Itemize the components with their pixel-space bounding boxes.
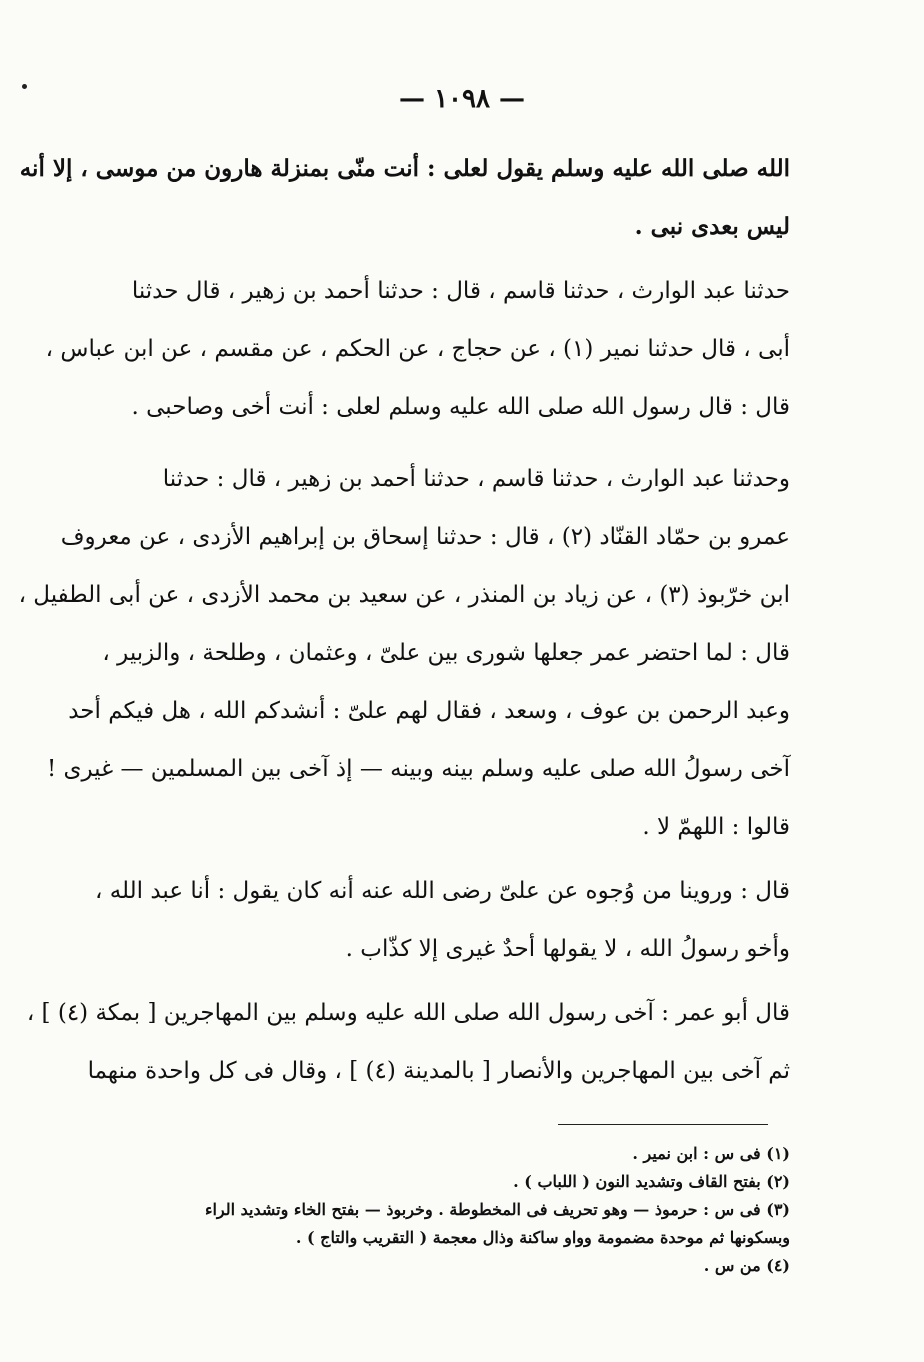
footnote-4: (٤) من س . [703,1256,790,1275]
text-line: وأخو رسولُ الله ، لا يقولها أحدٌ غيرى إلا كذّاب . [345,936,790,962]
paragraph-4 [94,862,790,978]
text-line: ليس بعدى نبى . [634,213,790,240]
footnotes [100,1140,790,1280]
text-line: ابن خرّبوذ (٣) ، عن زياد بن المنذر ، عن سعيد بن محمد الأزدى ، عن أبى الطفيل ، [18,582,790,608]
footnote-3: (٣) فى س : حرموذ — وهو تحريف فى المخطوطة . وخربوذ — بفتح الخاء وتشديد الراء [204,1200,790,1219]
text-line: وعبد الرحمن بن عوف ، وسعد ، فقال لهم علىّ : أنشدكم الله ، هل فيكم أحد [68,698,790,724]
text-line: أبى ، قال حدثنا نمير (١) ، عن حجاج ، عن الحكم ، عن مقسم ، عن ابن عباس ، [45,336,790,362]
text-line: قال : قال رسول الله صلى الله عليه وسلم لعلى : أنت أخى وصاحبى . [131,394,790,420]
text-line: عمرو بن حمّاد القنّاد (٢) ، قال : حدثنا إسحاق بن إبراهيم الأزدى ، عن معروف [60,524,790,550]
paragraph-1 [19,140,790,256]
text-line: وحدثنا عبد الوارث ، حدثنا قاسم ، حدثنا أحمد بن زهير ، قال : حدثنا [162,466,790,492]
main-text [18,140,790,1106]
paragraph-2 [45,262,790,436]
text-line: حدثنا عبد الوارث ، حدثنا قاسم ، قال : حدثنا أحمد بن زهير ، قال حدثنا [131,278,790,304]
footnote-1: (١) فى س : ابن نمير . [632,1144,790,1163]
paragraph-3 [18,450,790,856]
footnote-divider [558,1124,768,1125]
text-line: آخى رسولُ الله صلى عليه وسلم بينه وبينه — إذ آخى بين المسلمين — غيرى ! [46,756,790,782]
text-line: قال أبو عمر : آخى رسول الله صلى الله عليه وسلم بين المهاجرين [ بمكة (٤) ] ، [26,1000,790,1026]
footnote-2: (٢) بفتح القاف وتشديد النون ( اللباب ) . [513,1172,790,1191]
text-line: ثم آخى بين المهاجرين والأنصار [ بالمدينة (٤) ] ، وقال فى كل واحدة منهما [87,1058,790,1084]
footnote-3-continuation: وبسكونها ثم موحدة مضمومة وواو ساكنة وذال معجمة ( التقريب والتاج ) . [295,1228,790,1247]
text-line: قال : وروينا من وُجوه عن علىّ رضى الله عنه أنه كان يقول : أنا عبد الله ، [94,878,790,904]
paragraph-5 [26,984,790,1100]
page-number: — ١٠٩٨ — [399,84,525,114]
text-line: الله صلى الله عليه وسلم يقول لعلى : أنت منّى بمنزلة هارون من موسى ، إلا أنه [19,155,790,182]
text-line: قالوا : اللهمّ لا . [642,814,790,840]
text-line: قال : لما احتضر عمر جعلها شورى بين علىّ ، وعثمان ، وطلحة ، والزبير ، [102,640,790,666]
